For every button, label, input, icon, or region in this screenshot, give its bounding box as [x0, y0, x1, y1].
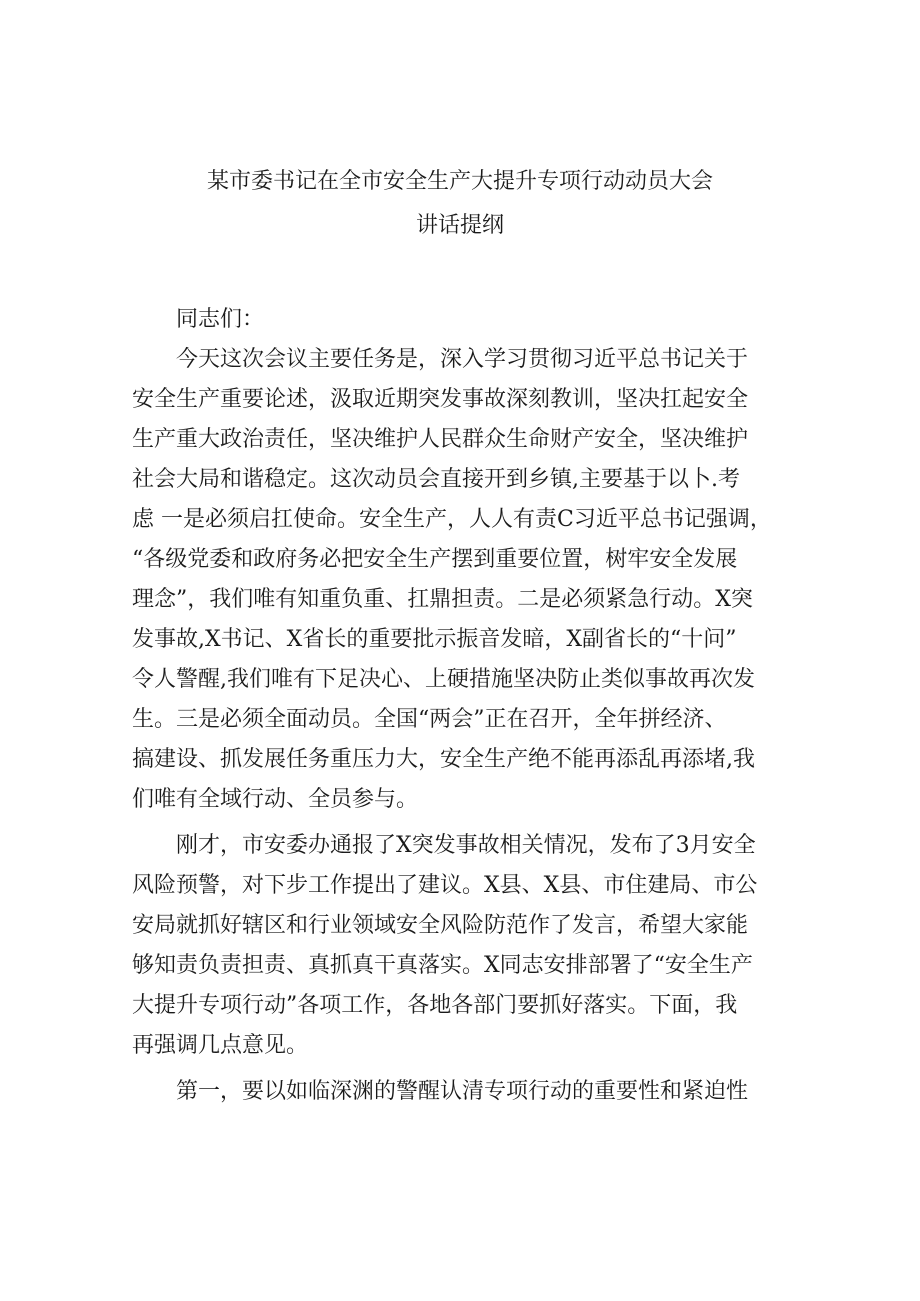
paragraph-line: 安全生产重要论述，汲取近期突发事故深刻教训，坚决扛起安全 — [132, 387, 749, 412]
document-body — [132, 300, 796, 1118]
paragraph-line: 虑 一是必须启扛使命。安全生产，人人有责C习近平总书记强调， — [132, 507, 772, 532]
paragraph-line: 生。三是必须全面动员。全国“两会”正在召开，全年拼经济、 — [132, 707, 727, 732]
paragraph-line: 理念”，我们唯有知重负重、扛鼎担责。二是必须紧急行动。X突 — [132, 587, 753, 612]
paragraph-line: 再强调几点意见。 — [132, 1033, 309, 1058]
paragraph-line: 发事故,X书记、X省长的重要批示振音发暗，X副省长的“十问” — [132, 627, 737, 652]
paragraph-line: 社会大局和谐稳定。这次动员会直接开到乡镇,主要基于以卜.考 — [132, 467, 740, 492]
paragraph-line: 第一，要以如临深渊的警醒认清专项行动的重要性和紧迫性 — [176, 1079, 749, 1104]
paragraph-line: 刚才，市安委办通报了X突发事故相关情况，发布了3月安全 — [176, 833, 756, 858]
paragraph-line: 们唯有全域行动、全员参与。 — [132, 787, 419, 812]
paragraph-line: 大提升专项行动”各项工作，各地各部门要抓好落实。下面，我 — [132, 993, 738, 1018]
paragraph-line: 风险预警，对下步工作提出了建议。X县、X县、市住建局、市公 — [132, 873, 758, 898]
paragraph-line: 令人警醒,我们唯有下足决心、上硬措施坚决防止类似事故再次发 — [132, 667, 755, 692]
paragraph-3 — [132, 1072, 796, 1112]
title-line-2: 讲话提纲 — [415, 213, 504, 238]
salutation: 同志们： — [176, 307, 265, 332]
paragraph-line: 今天这次会议主要任务是，深入学习贯彻习近平总书记关于 — [176, 347, 749, 372]
paragraph-line: 安局就抓好辖区和行业领域安全风险防范作了发言，希望大家能 — [132, 913, 749, 938]
paragraph-line: “各级党委和政府务必把安全生产摆到重要位置，树牢安全发展 — [132, 547, 738, 572]
paragraph-2 — [132, 826, 796, 1066]
title-line-1: 某市委书记在全市安全生产大提升专项行动动员大会 — [206, 169, 713, 194]
paragraph-line: 够知责负责担责、真抓真干真落实。X同志安排部署了“安全生产 — [132, 953, 753, 978]
paragraph-line: 生产重大政治责任，坚决维护人民群众生命财产安全，坚决维护 — [132, 427, 749, 452]
paragraph-1 — [132, 340, 796, 820]
paragraph-line: 搞建设、抓发展任务重压力大，安全生产绝不能再添乱再添堵,我 — [132, 747, 755, 772]
document-title — [0, 160, 920, 248]
